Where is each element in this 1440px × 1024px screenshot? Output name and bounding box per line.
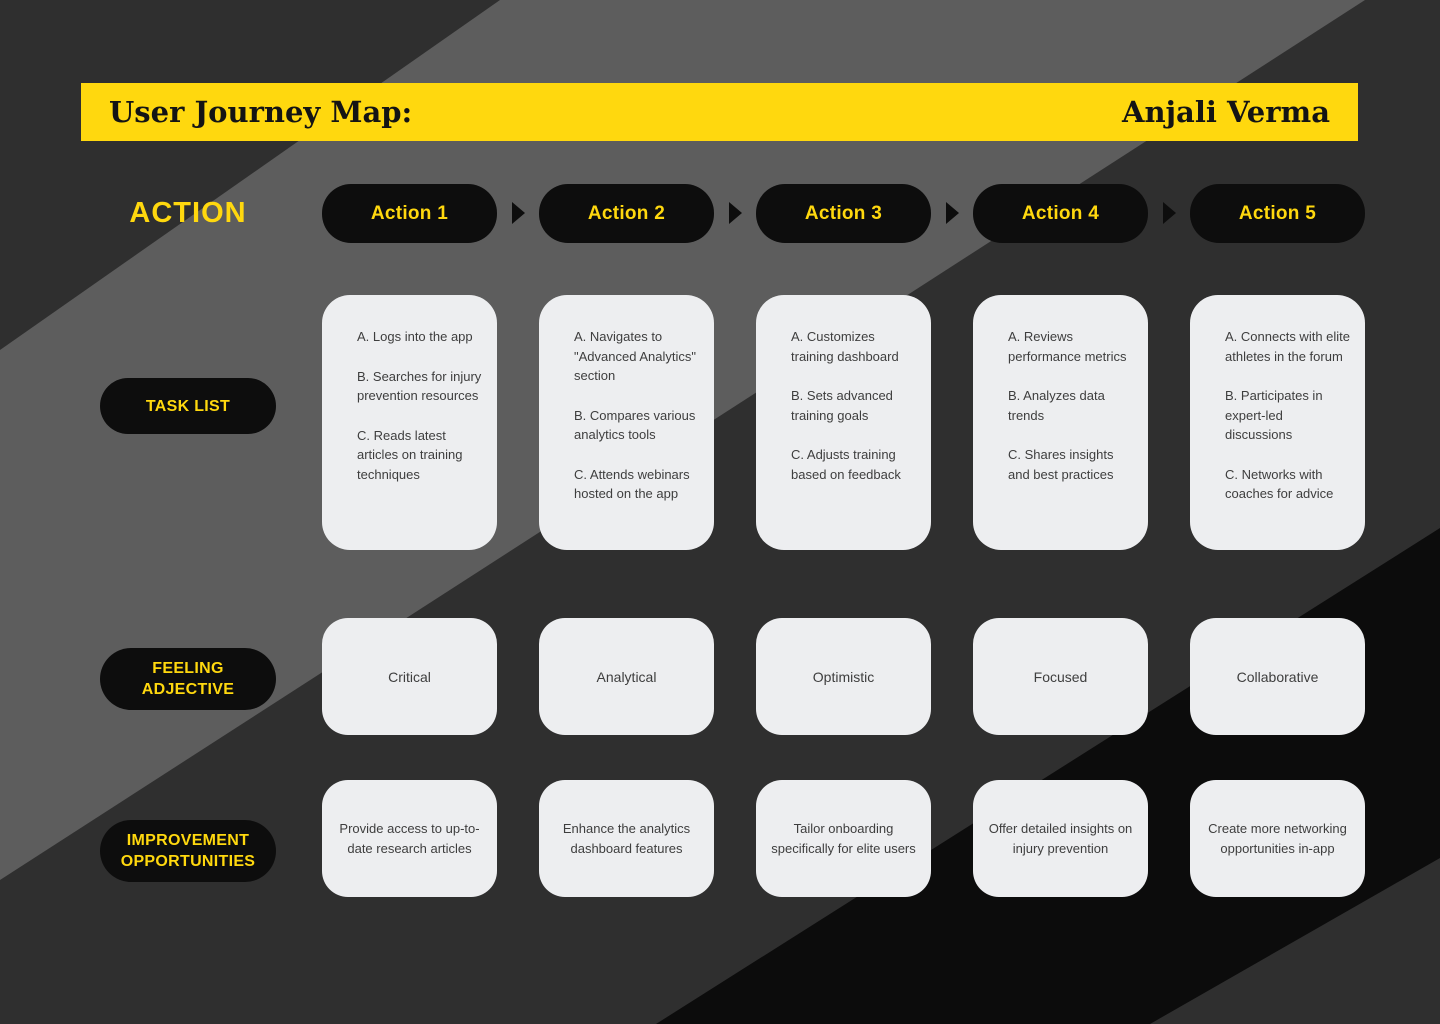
arrow-right-icon [729, 202, 742, 224]
arrow-right-icon [1163, 202, 1176, 224]
task-card-3 [756, 295, 931, 550]
feeling-card-4: Focused [973, 618, 1148, 735]
task-item: A. Connects with elite athletes in the forum [1225, 329, 1351, 364]
task-item: C. Adjusts training based on feedback [791, 447, 901, 482]
task-card-1 [322, 295, 497, 550]
improvement-card-4: Offer detailed insights on injury prevention [973, 780, 1148, 897]
improvement-card-1: Provide access to up-to-date research articles [322, 780, 497, 897]
task-card-4 [973, 295, 1148, 550]
improvement-card-3: Tailor onboarding specifically for elite users [756, 780, 931, 897]
action-step-2: Action 2 [539, 184, 714, 243]
task-item: B. Searches for injury prevention resources [357, 368, 482, 403]
page-title: User Journey Map: [109, 95, 413, 129]
row-label-action: ACTION [129, 197, 247, 229]
author-name: Anjali Verma [1121, 95, 1330, 129]
task-item: B. Participates in expert-led discussions [1225, 388, 1323, 442]
action-step-4: Action 4 [973, 184, 1148, 243]
arrow-right-icon [512, 202, 525, 224]
improvement-card-2: Enhance the analytics dashboard features [539, 780, 714, 897]
arrow-right-icon [946, 202, 959, 224]
task-item: C. Reads latest articles on training techniques [357, 427, 463, 482]
task-card-2 [539, 295, 714, 550]
task-item: B. Sets advanced training goals [791, 388, 893, 423]
task-item: C. Networks with coaches for advice [1225, 466, 1334, 501]
action-step-3: Action 3 [756, 184, 931, 243]
action-step-5: Action 5 [1190, 184, 1365, 243]
feeling-card-2: Analytical [539, 618, 714, 735]
title-bar [81, 83, 1358, 141]
task-item: B. Analyzes data trends [1008, 388, 1105, 423]
task-item: C. Shares insights and best practices [1008, 447, 1114, 482]
task-item: C. Attends webinars hosted on the app [574, 466, 690, 501]
task-item: B. Compares various analytics tools [574, 407, 696, 442]
row-label-task-list: TASK LIST [100, 378, 276, 434]
task-item: A. Customizes training dashboard [791, 329, 899, 364]
feeling-card-1: Critical [322, 618, 497, 735]
task-item: A. Reviews performance metrics [1008, 329, 1127, 364]
improvement-card-5: Create more networking opportunities in-app [1190, 780, 1365, 897]
action-step-1: Action 1 [322, 184, 497, 243]
task-item: A. Navigates to "Advanced Analytics" section [574, 329, 696, 383]
task-item: A. Logs into the app [357, 329, 473, 344]
feeling-card-3: Optimistic [756, 618, 931, 735]
row-label-feeling-adjective: FEELING ADJECTIVE [100, 648, 276, 710]
row-label-improvement-opportunities: IMPROVEMENT OPPORTUNITIES [100, 820, 276, 882]
task-card-5 [1190, 295, 1365, 550]
feeling-card-5: Collaborative [1190, 618, 1365, 735]
